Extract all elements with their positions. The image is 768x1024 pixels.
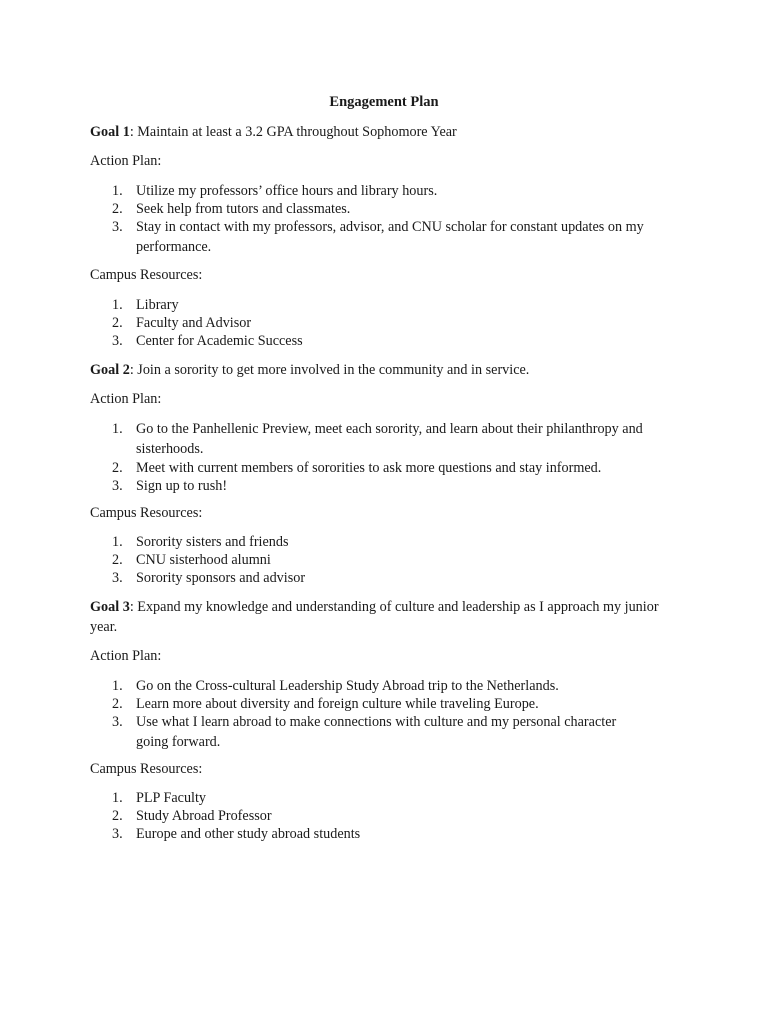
goal-3-action-plan-label: Action Plan:	[90, 648, 162, 664]
goal-3-resources-label: Campus Resources:	[90, 761, 203, 777]
goal-2-label: Goal 2	[90, 362, 130, 378]
list-item: 1. Go to the Panhellenic Preview, meet each sorority, and learn about their philanthropy and sisterhoods.	[112, 421, 643, 457]
goal-2-resources-list	[90, 533, 690, 587]
list-item: 2. Meet with current members of sororities to ask more questions and stay informed.	[112, 460, 602, 476]
page-title: Engagement Plan	[329, 94, 439, 110]
goal-3-statement	[90, 597, 690, 637]
list-item: 1. Go on the Cross-cultural Leadership Study Abroad trip to the Netherlands.	[112, 678, 559, 694]
goal-3-text: : Expand my knowledge and understanding of culture and leadership as I approach my junior year.	[90, 599, 659, 635]
goal-2-action-plan-label: Action Plan:	[90, 391, 162, 407]
list-item: 3. Use what I learn abroad to make connections with culture and my personal character going forward.	[112, 714, 617, 750]
goal-2-text: : Join a sorority to get more involved in the community and in service.	[129, 362, 530, 378]
list-item: 1. Library	[112, 297, 179, 313]
list-item: 2. Faculty and Advisor	[112, 315, 252, 331]
list-item: 3. Stay in contact with my professors, advisor, and CNU scholar for constant updates on my performance.	[112, 219, 644, 255]
list-item: 3. Center for Academic Success	[112, 333, 303, 349]
list-item: 2. Learn more about diversity and foreign culture while traveling Europe.	[112, 696, 539, 712]
list-item: 3. Sorority sponsors and advisor	[112, 570, 306, 586]
goal-1-label: Goal 1	[90, 124, 130, 140]
list-item: 1. Utilize my professors’ office hours and library hours.	[112, 183, 438, 199]
goal-2-statement	[90, 360, 690, 380]
list-item: 2. Study Abroad Professor	[112, 808, 272, 824]
goal-1-action-plan-label: Action Plan:	[90, 153, 162, 169]
list-item: 2. Seek help from tutors and classmates.	[112, 201, 351, 217]
goal-3-action-list	[90, 677, 690, 752]
list-item: 3. Sign up to rush!	[112, 478, 228, 494]
goal-3-resources-list	[90, 789, 690, 843]
goal-1-resources-list	[90, 296, 690, 350]
goal-2-resources-label: Campus Resources:	[90, 505, 203, 521]
goal-2-action-list	[90, 420, 690, 495]
list-item: 3. Europe and other study abroad students	[112, 826, 361, 842]
goal-3-label: Goal 3	[90, 599, 130, 615]
list-item: 1. PLP Faculty	[112, 790, 207, 806]
goal-1-statement	[90, 122, 690, 142]
list-item: 1. Sorority sisters and friends	[112, 534, 289, 550]
goal-1-resources-label: Campus Resources:	[90, 267, 203, 283]
goal-1-text: : Maintain at least a 3.2 GPA throughout Sophomore Year	[129, 124, 457, 140]
list-item: 2. CNU sisterhood alumni	[112, 552, 271, 568]
goal-1-action-list	[90, 182, 690, 257]
